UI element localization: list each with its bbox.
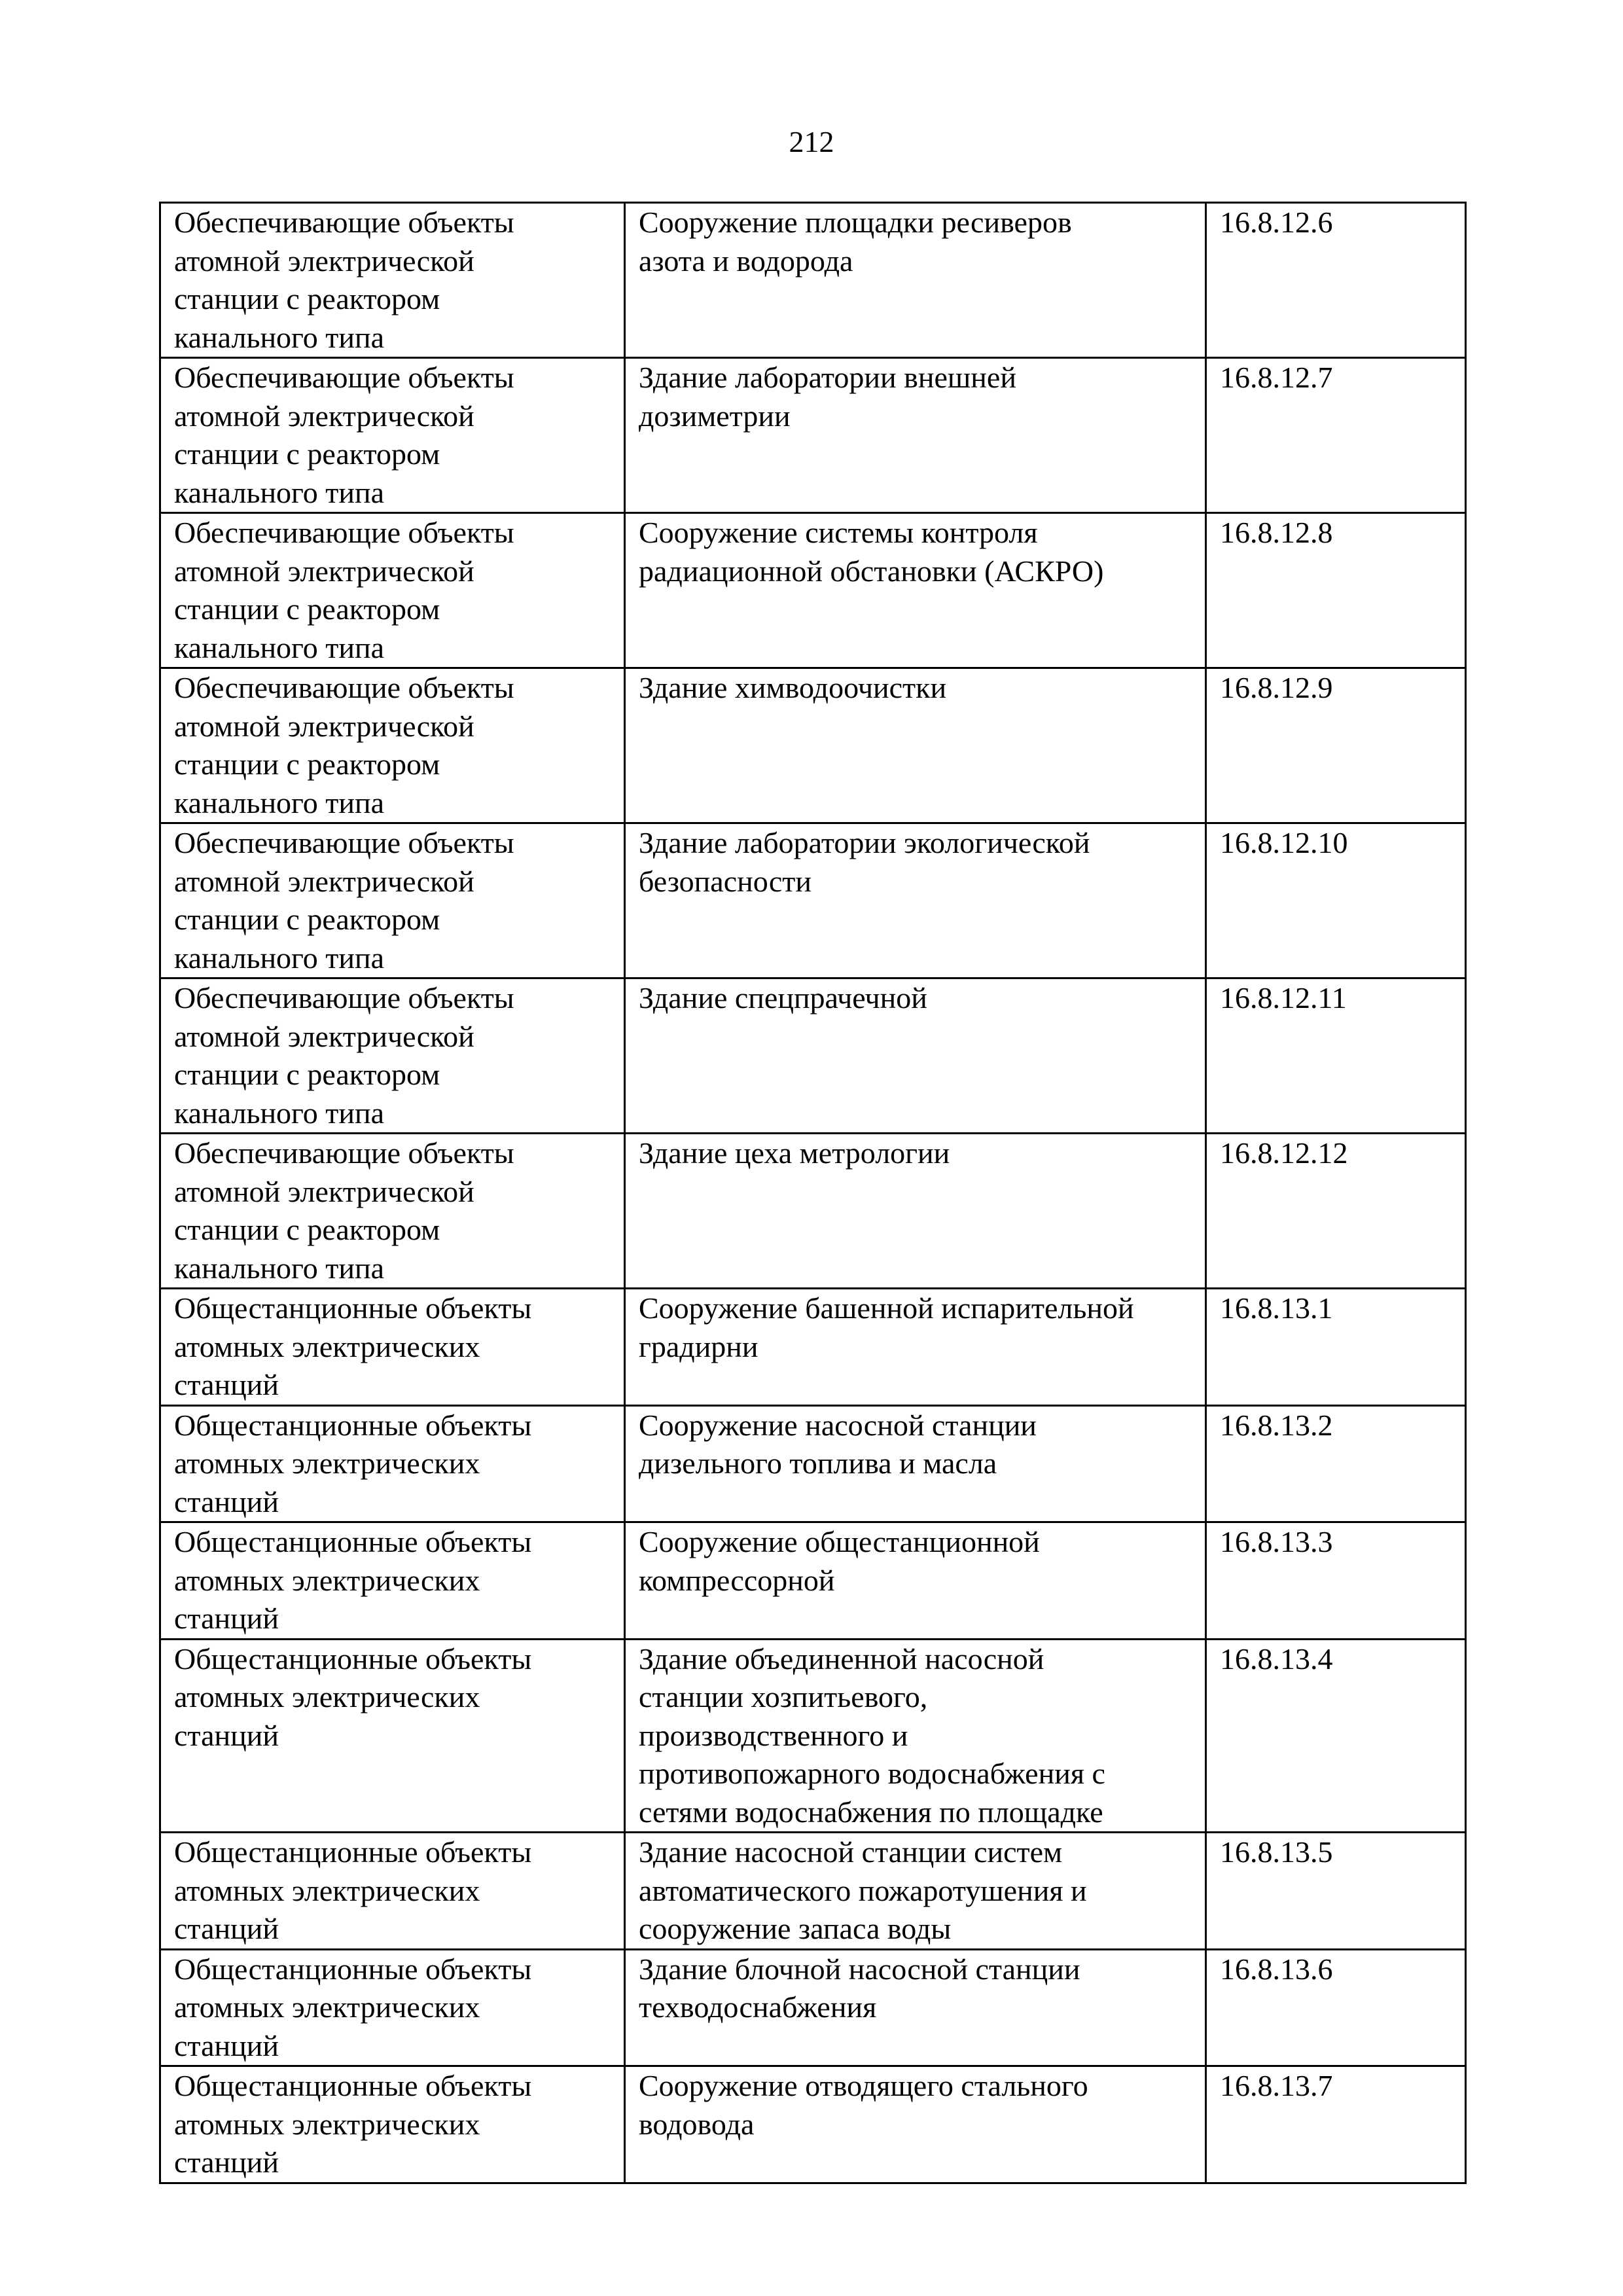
table-row xyxy=(160,358,1466,513)
code-cell: 16.8.12.11 xyxy=(1206,978,1466,1134)
table-row xyxy=(160,978,1466,1134)
code-cell: 16.8.13.3 xyxy=(1206,1522,1466,1640)
table-row xyxy=(160,1522,1466,1640)
table-row xyxy=(160,1405,1466,1522)
table-row xyxy=(160,1134,1466,1289)
object-cell: Сооружение башенной испарительной градирни xyxy=(625,1289,1206,1406)
object-cell: Сооружение общестанционной компрессорной xyxy=(625,1522,1206,1640)
table-row xyxy=(160,1289,1466,1406)
registry-table-body xyxy=(160,203,1466,2183)
table-row xyxy=(160,1639,1466,1833)
category-cell: Общестанционные объекты атомных электрических станций xyxy=(160,1949,625,2066)
category-cell: Обеспечивающие объекты атомной электрической станции с реактором канального типа xyxy=(160,513,625,668)
object-cell: Здание химводоочистки xyxy=(625,668,1206,823)
category-cell: Обеспечивающие объекты атомной электрической станции с реактором канального типа xyxy=(160,203,625,358)
object-cell: Сооружение отводящего стального водовода xyxy=(625,2066,1206,2183)
code-cell: 16.8.13.5 xyxy=(1206,1833,1466,1950)
category-cell: Общестанционные объекты атомных электрических станций xyxy=(160,1405,625,1522)
code-cell: 16.8.12.6 xyxy=(1206,203,1466,358)
code-cell: 16.8.13.4 xyxy=(1206,1639,1466,1833)
category-cell: Общестанционные объекты атомных электрических станций xyxy=(160,1522,625,1640)
table-row xyxy=(160,513,1466,668)
code-cell: 16.8.12.12 xyxy=(1206,1134,1466,1289)
category-cell: Общестанционные объекты атомных электрических станций xyxy=(160,1639,625,1833)
page-number: 212 xyxy=(789,125,834,158)
object-cell: Здание спецпрачечной xyxy=(625,978,1206,1134)
category-cell: Обеспечивающие объекты атомной электрической станции с реактором канального типа xyxy=(160,358,625,513)
code-cell: 16.8.12.10 xyxy=(1206,823,1466,978)
object-cell: Здание блочной насосной станции техводоснабжения xyxy=(625,1949,1206,2066)
category-cell: Обеспечивающие объекты атомной электрической станции с реактором канального типа xyxy=(160,823,625,978)
code-cell: 16.8.13.2 xyxy=(1206,1405,1466,1522)
object-cell: Сооружение насосной станции дизельного топлива и масла xyxy=(625,1405,1206,1522)
table-row xyxy=(160,2066,1466,2183)
code-cell: 16.8.12.7 xyxy=(1206,358,1466,513)
object-cell: Сооружение площадки ресиверов азота и водорода xyxy=(625,203,1206,358)
table-row xyxy=(160,203,1466,358)
category-cell: Общестанционные объекты атомных электрических станций xyxy=(160,1289,625,1406)
object-cell: Здание лаборатории экологической безопасности xyxy=(625,823,1206,978)
object-cell: Здание цеха метрологии xyxy=(625,1134,1206,1289)
code-cell: 16.8.12.8 xyxy=(1206,513,1466,668)
category-cell: Общестанционные объекты атомных электрических станций xyxy=(160,2066,625,2183)
code-cell: 16.8.12.9 xyxy=(1206,668,1466,823)
code-cell: 16.8.13.1 xyxy=(1206,1289,1466,1406)
registry-table xyxy=(159,202,1467,2184)
object-cell: Сооружение системы контроля радиационной обстановки (АСКРО) xyxy=(625,513,1206,668)
table-row xyxy=(160,668,1466,823)
object-cell: Здание лаборатории внешней дозиметрии xyxy=(625,358,1206,513)
category-cell: Общестанционные объекты атомных электрических станций xyxy=(160,1833,625,1950)
code-cell: 16.8.13.6 xyxy=(1206,1949,1466,2066)
table-row xyxy=(160,1833,1466,1950)
object-cell: Здание насосной станции систем автоматического пожаротушения и сооружение запаса воды xyxy=(625,1833,1206,1950)
object-cell: Здание объединенной насосной станции хозпитьевого, производственного и противопожарного водоснабжения с сетями водоснабжения по площадке xyxy=(625,1639,1206,1833)
table-row xyxy=(160,1949,1466,2066)
code-cell: 16.8.13.7 xyxy=(1206,2066,1466,2183)
category-cell: Обеспечивающие объекты атомной электрической станции с реактором канального типа xyxy=(160,668,625,823)
table-row xyxy=(160,823,1466,978)
category-cell: Обеспечивающие объекты атомной электрической станции с реактором канального типа xyxy=(160,1134,625,1289)
category-cell: Обеспечивающие объекты атомной электрической станции с реактором канального типа xyxy=(160,978,625,1134)
